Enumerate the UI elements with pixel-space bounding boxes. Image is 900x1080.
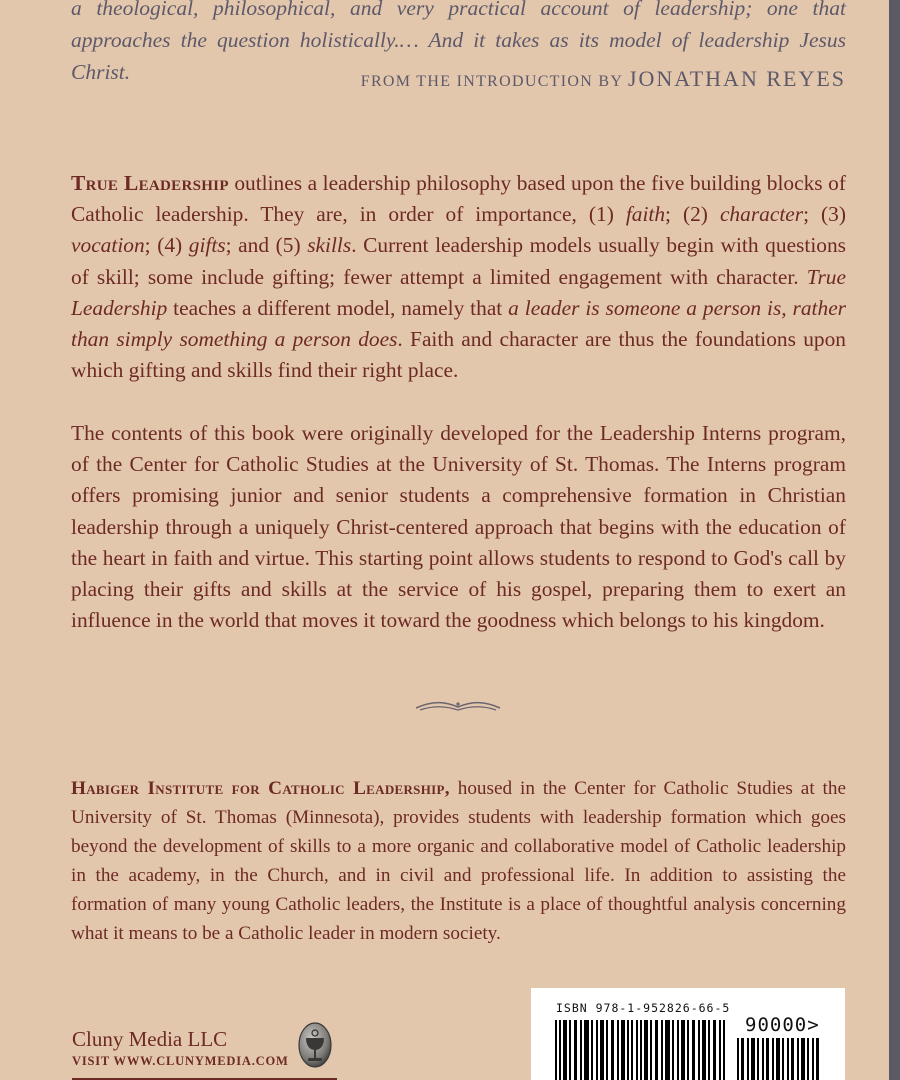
text-run: outlines a leadership philosophy based upon the five building blocks of Catholic leadership. They are, in order of importance, (1) [71,171,846,227]
text-run: ; (2) [665,202,720,227]
book-title-italic: True Leadership [71,264,846,320]
text-vocation: vocation [71,233,145,258]
text-run: housed in the Center for Catholic Studies at the University of St. Thomas (Minnesota), provides students with leadership formation which goes beyond the development of skills to a more organic and collaborative model of Catholic leadership in the academy, in the Church, and in civil and professional life. In addition to assisting the formation of many young Catholic leaders, the Institute is a place of thoughtful analysis concerning what it means to be a Catholic leader in modern society. [71,778,846,944]
description-paragraph [71,168,846,386]
text-gifts: gifts [188,233,226,258]
attribution-name: JONATHAN REYES [627,66,846,91]
price-addon-barcode [737,1038,823,1080]
text-skills: skills [307,233,352,258]
emphasis-text: a leader is someone a person is, rather than simply something a person does [71,295,847,352]
publisher-block [72,1027,337,1080]
isbn-text: ISBN 978-1-952826-66-5 [556,1001,731,1015]
institute-paragraph [71,774,846,948]
chalice-logo-icon [297,1021,333,1069]
publisher-name: Cluny Media LLC [72,1027,228,1051]
pull-quote: a theological, philosophical, and very practical account of leadership; one that approaches the question holistically.… And it takes as its model of leadership Jesus Christ. [71,0,846,84]
text-run: . Faith and character are thus the foundations upon which gifting and skills find their right place. [71,327,846,383]
publisher-website[interactable]: VISIT WWW.CLUNYMEDIA.COM [72,1054,289,1068]
price-code: 90000> [745,1014,820,1036]
book-spine-edge [889,0,900,1080]
text-run: . Current leadership models usually begin with questions of skill; some include gifting; fewer attempt a limited engagement with character. [71,233,846,289]
quote-attribution [361,66,846,92]
ornament-divider-icon [414,697,502,715]
attribution-prefix: FROM THE INTRODUCTION BY [360,73,623,90]
barcode-area [531,988,845,1080]
text-run: ; (3) [803,202,846,227]
text-run: ; (4) [144,233,189,258]
isbn-barcode [555,1020,727,1080]
institute-name: Habiger Institute for Catholic Leadership, [71,778,450,799]
text-faith: faith [625,202,666,227]
text-run: teaches a different model, namely that [167,295,509,320]
book-title: True Leadership [71,171,229,195]
text-character: character [719,202,804,227]
text-run: ; and (5) [225,233,308,258]
origin-paragraph: The contents of this book were originally developed for the Leadership Interns program, of the Center for Catholic Studies at the University of St. Thomas. The Interns program offers promising junior and senior students a comprehensive formation in Christian leadership through a uniquely Christ-centered approach that begins with the education of the heart in faith and virtue. This starting point allows students to respond to God's call by placing their gifts and skills at the service of his gospel, preparing them to exert an influence in the world that moves it toward the goodness which belongs to his kingdom. [71,421,846,633]
